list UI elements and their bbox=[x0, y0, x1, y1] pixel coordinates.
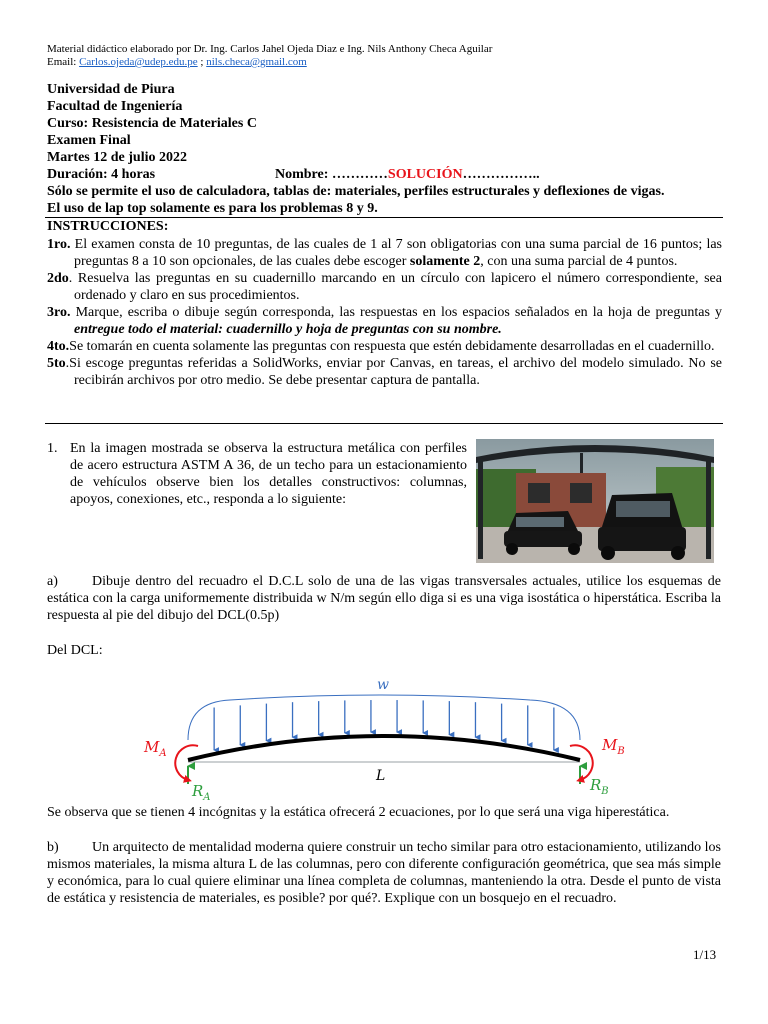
curved-beam bbox=[188, 736, 580, 760]
part-b-label: b) bbox=[47, 840, 59, 855]
duration: Duración: 4 horas bbox=[47, 167, 156, 182]
university: Universidad de Piura bbox=[47, 82, 175, 97]
course: Curso: Resistencia de Materiales C bbox=[47, 116, 257, 131]
instruction-3 bbox=[47, 304, 722, 338]
instructions-list bbox=[47, 236, 722, 389]
load-arrows bbox=[214, 700, 554, 750]
page-number: 1/13 bbox=[693, 947, 717, 962]
question-1-text: En la imagen mostrada se observa la estructura metálica con perfiles de acero estructura ASTM A 36, de un techo para un estacionamiento de vehículos observe bien los detalles constructivos: columnas, apoyos, conexiones, etc., responda a lo siguiente: bbox=[70, 441, 467, 507]
instruction-4-num: 4to. bbox=[47, 339, 70, 354]
instruction-1 bbox=[47, 236, 722, 270]
instruction-1-text: El examen consta de 10 preguntas, de las cuales de 1 al 7 son obligatorias con una suma parcial de 16 puntos; las preguntas 8 a 10 son opcionales, de las cuales debe escoger bbox=[70, 237, 722, 269]
name-field bbox=[275, 166, 540, 183]
email-link-1[interactable]: Carlos.ojeda@udep.edu.pe bbox=[79, 56, 198, 68]
part-b-text: Un arquitecto de mentalidad moderna quiere construir un techo similar para otro estacionamiento, utilizando los mismos materiales, la misma altura L de las columnas, pero con diferente configuración geométrica, que sea más simple y económica, para lo cual quiere eliminar una línea completa de columnas, manteniendo la otra. Desde el punto de vista de estática y resistencia de materiales, es posible? por qué?. Explique con un bosquejo en el recuadro. bbox=[47, 840, 721, 906]
question-1-number: 1. bbox=[47, 441, 58, 456]
load-envelope bbox=[188, 695, 580, 740]
moment-b-label: $M_B$ bbox=[602, 736, 625, 757]
instruction-4 bbox=[47, 338, 722, 355]
name-value: SOLUCIÓN bbox=[387, 167, 463, 182]
observation: Se observa que se tienen 4 incógnitas y la estática ofrecerá 2 ecuaciones, por lo que será una viga hiperestática. bbox=[47, 805, 670, 820]
moment-a-arrow bbox=[175, 745, 198, 780]
del-dcl: Del DCL: bbox=[47, 643, 103, 658]
exam-date: Martes 12 de julio 2022 bbox=[47, 150, 187, 165]
instruction-2 bbox=[47, 270, 722, 304]
part-a-label: a) bbox=[47, 574, 58, 589]
name-label: Nombre: ………… bbox=[275, 167, 388, 182]
name-trail: …………….. bbox=[462, 167, 540, 182]
reaction-b-label: $R_B$ bbox=[590, 776, 609, 797]
instructions-title: INSTRUCCIONES: bbox=[47, 219, 169, 234]
instruction-3-emphasis: entregue todo el material: cuadernillo y hoja de preguntas con su nombre. bbox=[74, 322, 502, 337]
email-line bbox=[47, 56, 307, 69]
rule-laptop: El uso de lap top solamente es para los problemas 8 y 9. bbox=[47, 201, 378, 216]
part-a-text: Dibuje dentro del recuadro el D.C.L solo de una de las vigas transversales actuales, utilice los esquemas de estática con la carga uniformemente distribuida w N/m según ello diga si es una viga isostática o hiperstática. Escriba la respuesta al pie del dibujo del DCL(0.5p) bbox=[47, 574, 721, 623]
email-separator: ; bbox=[200, 56, 204, 68]
instruction-5 bbox=[47, 355, 722, 389]
instruction-3-num: 3ro. bbox=[47, 305, 71, 320]
load-label: w bbox=[377, 677, 389, 693]
instruction-4-text: Se tomarán en cuenta solamente las preguntas con respuesta que estén debidamente desarrolladas en el cuadernillo. bbox=[69, 339, 715, 354]
instruction-1-text-end: , con una suma parcial de 4 puntos. bbox=[480, 254, 678, 269]
instruction-5-num: 5to bbox=[47, 356, 66, 371]
email-link-2[interactable]: nils.checa@gmail.com bbox=[206, 56, 307, 68]
instruction-2-text: . Resuelva las preguntas en su cuadernillo marcando en un círculo con lapicero el número correspondiente, sea ordenado y claro en sus procedimientos. bbox=[68, 271, 722, 303]
divider-bottom bbox=[45, 423, 723, 424]
moment-a-label: $M_A$ bbox=[144, 738, 167, 759]
exam-heading bbox=[47, 81, 727, 217]
question-1 bbox=[47, 440, 467, 508]
duration-row bbox=[47, 166, 727, 183]
email-label: Email: bbox=[47, 56, 77, 68]
credit-line: Material didáctico elaborado por Dr. Ing. Carlos Jahel Ojeda Diaz e Ing. Nils Anthony Checa Aguilar bbox=[47, 43, 493, 55]
instruction-1-num: 1ro. bbox=[47, 237, 71, 252]
exam-type: Examen Final bbox=[47, 133, 131, 148]
instruction-3-text: Marque, escriba o dibuje según corresponda, las respuestas en los espacios señalados en la hoja de preguntas y bbox=[70, 305, 722, 320]
faculty: Facultad de Ingeniería bbox=[47, 99, 183, 114]
carport-illustration bbox=[476, 439, 714, 563]
instruction-2-num: 2do bbox=[47, 271, 69, 286]
carport-photo bbox=[476, 439, 714, 563]
part-b bbox=[47, 839, 721, 907]
beam-diagram bbox=[140, 670, 640, 810]
instruction-5-text: .Si escoge preguntas referidas a SolidWorks, enviar por Canvas, en tareas, el archivo del modelo simulado. No se recibirán archivos por otro medio. Se debe presentar captura de pantalla. bbox=[65, 356, 722, 388]
rule-calculator: Sólo se permite el uso de calculadora, tablas de: materiales, perfiles estructurales y deflexiones de vigas. bbox=[47, 184, 665, 199]
part-a bbox=[47, 573, 721, 624]
reaction-a-label: $R_A$ bbox=[192, 782, 211, 803]
instruction-1-bold: solamente 2 bbox=[409, 254, 481, 269]
moment-b-arrow bbox=[570, 745, 593, 780]
span-label: L bbox=[376, 768, 386, 784]
free-body-diagram bbox=[140, 670, 640, 810]
